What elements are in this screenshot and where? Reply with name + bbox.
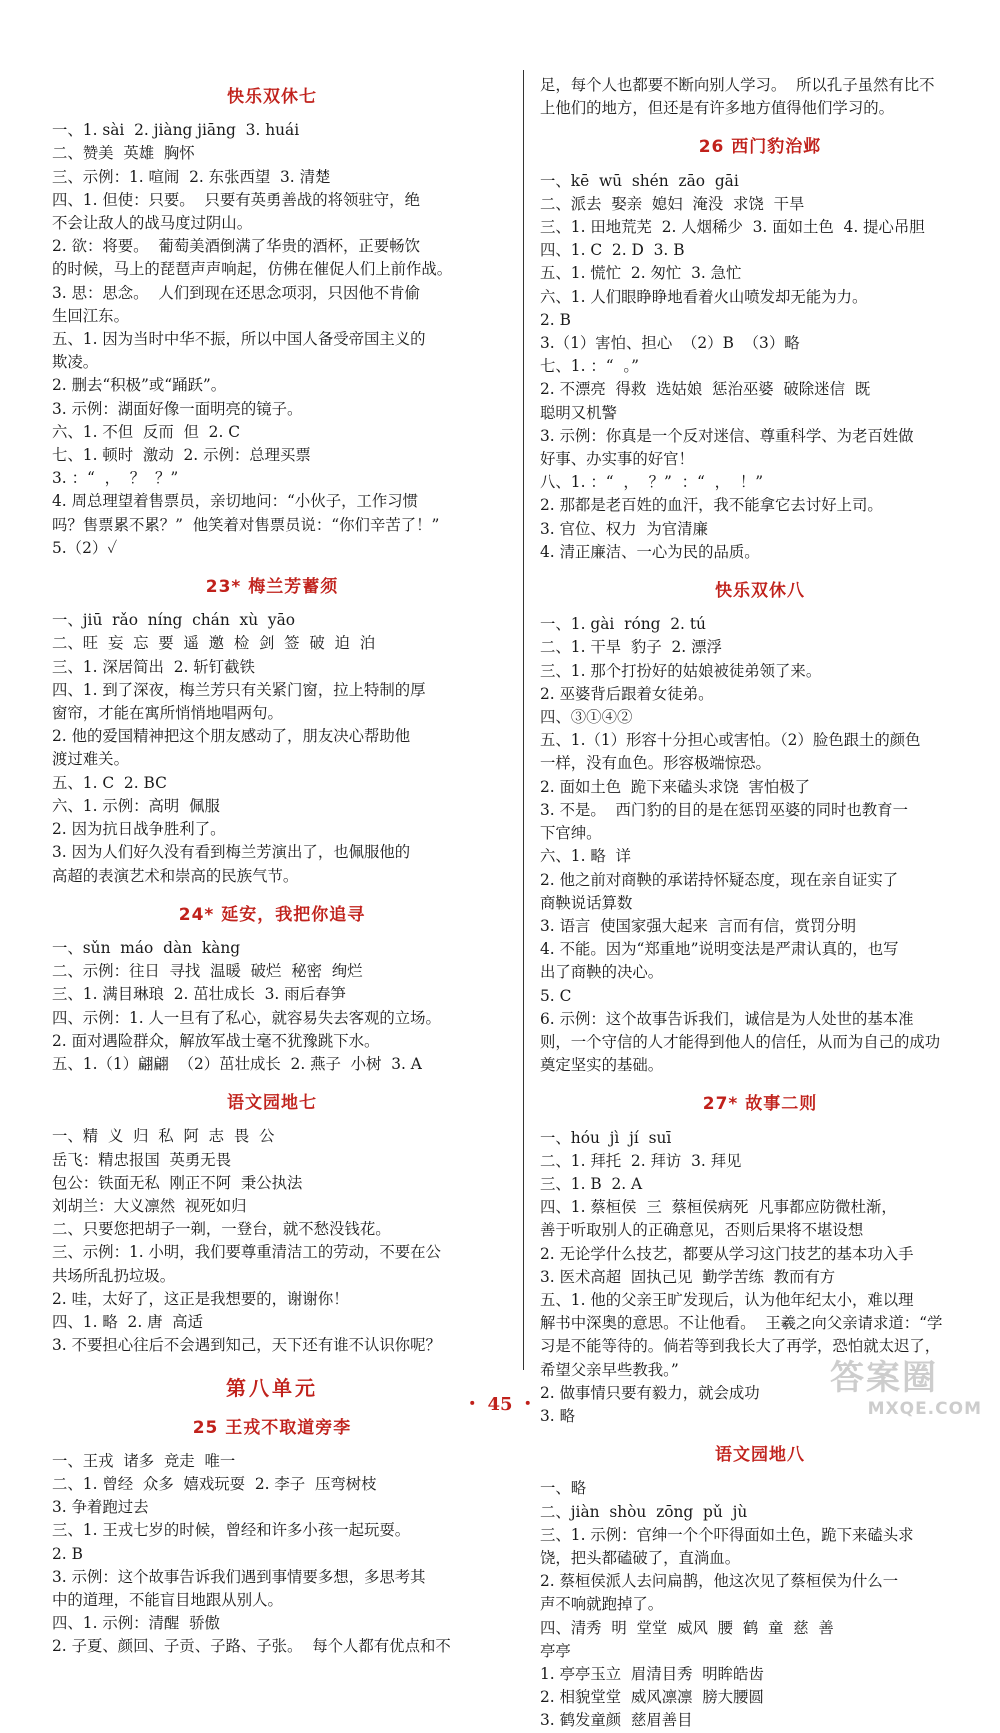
answer-line: 好事、办实事的好官！ <box>540 450 694 469</box>
watermark-logo-text: 答案圈 <box>830 1358 938 1398</box>
answer-line: 二、只要您把胡子一剃，一登台，就不愁没钱花。 <box>52 1220 391 1239</box>
section-title: 27* 故事二则 <box>702 1094 818 1115</box>
answer-line: 一、hóu jì jí suī <box>540 1128 672 1147</box>
answer-line: 奠定坚实的基础。 <box>540 1056 664 1075</box>
answer-line: 一、略 <box>540 1479 587 1498</box>
answer-line: 欺凌。 <box>52 353 99 372</box>
answer-line: 2. 删去“积极”或“踊跃”。 <box>52 376 227 395</box>
answer-line: 三、1. B 2. A <box>540 1174 643 1193</box>
answer-line: 一、sǔn máo dàn kàng <box>52 938 241 957</box>
answer-line: 2. B <box>52 1544 83 1563</box>
answer-line: 一、kē wū shén zāo gāi <box>540 171 739 190</box>
answer-line: 四、示例：1. 人一旦有了私心，就容易失去客观的立场。 <box>52 1008 441 1027</box>
answer-line: 2. 他的爱国精神把这个朋友感动了，朋友决心帮助他 <box>52 727 411 746</box>
answer-section <box>540 580 980 1077</box>
section-title: 24* 延安，我把你追寻 <box>178 904 366 925</box>
answer-line: 3. 示例：这个故事告诉我们遇到事情要多想，多思考其 <box>52 1567 426 1586</box>
section-title: 快乐双休七 <box>227 87 317 107</box>
answer-line: 五、1. 慌忙 2. 匆忙 3. 急忙 <box>540 264 742 283</box>
answer-line: 二、赞美 英雄 胸怀 <box>52 144 195 163</box>
answer-line: 2. 面对遇险群众，解放军战士毫不犹豫跳下水。 <box>52 1031 380 1050</box>
answer-line: 五、1. 因为当时中华不振，所以中国人备受帝国主义的 <box>52 330 426 349</box>
answer-line: 中的道理，不能盲目地跟从别人。 <box>52 1590 283 1609</box>
answer-line: 六、1. 略 详 <box>540 847 631 866</box>
answer-section <box>52 1417 492 1659</box>
answer-line: 三、1. 那个打扮好的姑娘被徒弟领了来。 <box>540 661 822 680</box>
answer-line: 七、1. 顿时 激动 2. 示例：总理买票 <box>52 446 311 465</box>
answer-line: 2. 面如土色 跪下来磕头求饶 害怕极了 <box>540 777 811 796</box>
unit-title: 第八单元 <box>226 1376 318 1401</box>
answer-line: 饶，把头都磕破了，直淌血。 <box>540 1548 741 1567</box>
answer-line: 4. 清正廉洁、一心为民的品质。 <box>540 542 760 561</box>
answer-line: 二、1. 干旱 豹子 2. 漂浮 <box>540 638 722 657</box>
answer-line: 2. 不漂亮 得救 选姑娘 惩治巫婆 破除迷信 既 <box>540 380 871 399</box>
answer-line: 五、1. 他的父亲王旷发现后，认为他年纪太小，难以理 <box>540 1290 914 1309</box>
section-title: 23* 梅兰芳蓄须 <box>205 577 339 598</box>
answer-line: 六、1. 不但 反而 但 2. C <box>52 422 241 441</box>
answer-line: 3. 官位、权力 为官清廉 <box>540 519 708 538</box>
answer-line: 3.（1）害怕、担心 （2）B （3）略 <box>540 334 800 353</box>
answer-line: 的时候，马上的琵琶声声响起，仿佛在催促人们上前作战。 <box>52 260 453 279</box>
answer-line: 商鞅说话算数 <box>540 893 633 912</box>
answer-line: 3. 略 <box>540 1406 575 1425</box>
answer-line: 八、1. ：“ ， ？” ：“ ， ！” <box>540 473 764 492</box>
answer-line: 六、1. 人们眼睁睁地看着火山喷发却无能为力。 <box>540 287 868 306</box>
answer-line: 2. 他之前对商鞅的承诺持怀疑态度，现在亲自证实了 <box>540 870 899 889</box>
answer-line: 四、1. 示例：清醒 骄傲 <box>52 1614 220 1633</box>
answer-line: 一、jiū rǎo níng chán xù yāo <box>52 611 296 630</box>
answer-line: 二、1. 曾经 众多 嬉戏玩耍 2. 李子 压弯树枝 <box>52 1474 377 1493</box>
answer-line: 则，一个守信的人才能得到他人的信任，从而为自己的成功 <box>540 1032 941 1051</box>
answer-line: 2. 那都是老百姓的血汗，我不能拿它去讨好上司。 <box>540 496 883 515</box>
answer-section <box>52 576 492 888</box>
answer-line: 不会让敌人的战马度过阴山。 <box>52 214 253 233</box>
answer-line: 三、1. 深居简出 2. 斩钉截铁 <box>52 657 255 676</box>
answer-line: 3. 语言 使国家强大起来 言而有信，赏罚分明 <box>540 916 857 935</box>
answer-line: 二、派去 娶亲 媳妇 淹没 求饶 干旱 <box>540 194 805 213</box>
answer-line: 岳飞：精忠报国 英勇无畏 <box>52 1150 232 1169</box>
right-column <box>540 74 980 1733</box>
answer-line: 吗？售票累不累？” 他笑着对售票员说：“你们辛苦了！” <box>52 515 440 534</box>
answer-line: 上他们的地方，但还是有许多地方值得他们学习的。 <box>540 99 894 118</box>
page-number: ・ 45 ・ <box>463 1394 537 1415</box>
answer-line: 希望父亲早些教我。” <box>540 1360 679 1379</box>
answer-line: 一样，没有血色。形容极端惊恐。 <box>540 754 771 773</box>
watermark-logo <box>830 1350 982 1419</box>
answer-line: 四、1. C 2. D 3. B <box>540 241 685 260</box>
section-title: 语文园地八 <box>715 1445 805 1466</box>
watermark-url: MXQE.COM <box>867 1399 982 1419</box>
answer-line: 二、旺 妄 忘 要 遥 邀 检 剑 签 破 迫 泊 <box>52 634 376 653</box>
answer-line: 三、1. 王戎七岁的时候，曾经和许多小孩一起玩耍。 <box>52 1521 411 1540</box>
answer-line: 1. 亭亭玉立 眉清目秀 明眸皓齿 <box>540 1665 764 1683</box>
answer-line: 3. 医术高超 固执己见 勤学苦练 教而有方 <box>540 1267 836 1286</box>
answer-line: 3. 不要担心往后不会遇到知己，天下还有谁不认识你呢？ <box>52 1336 441 1355</box>
answer-line: 五、1.（1）形容十分担心或害怕。（2）脸色跟土的颜色 <box>540 731 921 750</box>
answer-line: 四、清秀 明 堂堂 威风 腰 鹤 童 慈 善 <box>540 1618 834 1637</box>
answer-section <box>540 136 980 564</box>
answer-line: 2. 因为抗日战争胜利了。 <box>52 820 226 839</box>
answer-line: 4. 不能。因为“郑重地”说明变法是严肃认真的，也写 <box>540 940 899 959</box>
answer-section <box>540 1444 980 1732</box>
section-title: 26 西门豹治邺 <box>698 137 822 158</box>
answer-line: 亭亭 <box>540 1641 571 1660</box>
answer-line: 窗帘，才能在寓所悄悄地唱两句。 <box>52 704 283 723</box>
answer-section <box>540 74 980 120</box>
answer-line: 四、1. 但使：只要。 只要有英勇善战的将领驻守，绝 <box>52 190 420 209</box>
answer-line: 6. 示例：这个故事告诉我们，诚信是为人处世的基本准 <box>540 1009 914 1028</box>
answer-line: 二、示例：往日 寻找 温暖 破烂 秘密 绚烂 <box>52 962 363 981</box>
answer-line: 2. 子夏、颜回、子贡、子路、子张。 每个人都有优点和不 <box>52 1637 451 1656</box>
answer-line: 三、示例：1. 喧闹 2. 东张西望 3. 清楚 <box>52 167 331 186</box>
answer-line: 2. 做事情只要有毅力，就会成功 <box>540 1383 760 1402</box>
answer-section <box>52 1092 492 1357</box>
answer-line: 四、1. 到了深夜，梅兰芳只有关紧门窗，拉上特制的厚 <box>52 680 426 699</box>
left-column <box>52 70 492 1659</box>
answer-section <box>52 86 492 560</box>
answer-line: 4. 周总理望着售票员，亲切地问：“小伙子，工作习惯 <box>52 492 419 511</box>
answer-line: 2. 蔡桓侯派人去问扁鹊，他这次见了蔡桓侯为什么一 <box>540 1572 899 1591</box>
answer-line: 包公：铁面无私 刚正不阿 秉公执法 <box>52 1173 303 1192</box>
answer-line: 习是不能等待的。倘若等到我长大了再学，恐怕就太迟了， <box>540 1337 941 1356</box>
answer-line: 声不响就跑掉了。 <box>540 1595 664 1614</box>
answer-line: 五、1. C 2. BC <box>52 773 167 792</box>
answer-line: 五、1.（1）翩翩 （2）茁壮成长 2. 燕子 小树 3. A <box>52 1054 422 1073</box>
answer-section <box>52 904 492 1076</box>
answer-line: 聪明又机警 <box>540 403 617 422</box>
answer-line: 刘胡兰：大义凛然 视死如归 <box>52 1196 247 1215</box>
answer-line: 2. B <box>540 310 571 329</box>
answer-line: 3. 示例：湖面好像一面明亮的镜子。 <box>52 399 303 418</box>
answer-line: 一、1. gài róng 2. tú <box>540 615 706 634</box>
answer-line: 三、示例：1. 小明，我们要尊重清洁工的劳动，不要在公 <box>52 1243 441 1262</box>
answer-line: 3. 因为人们好久没有看到梅兰芳演出了，也佩服他的 <box>52 843 411 862</box>
column-divider <box>523 70 524 1370</box>
answer-line: 二、1. 拜托 2. 拜访 3. 拜见 <box>540 1151 742 1170</box>
answer-line: 一、1. sài 2. jiàng jiāng 3. huái <box>52 121 300 140</box>
section-title: 25 王戎不取道旁李 <box>192 1417 352 1438</box>
answer-line: 七、1. ：“ 。” <box>540 357 639 376</box>
answer-line: 出了商鞅的决心。 <box>540 963 664 982</box>
answer-line: 解书中深奥的意思。不让他看。 王羲之向父亲请求道：“学 <box>540 1314 943 1333</box>
answer-line: 2. 相貌堂堂 威风凛凛 膀大腰圆 <box>540 1688 764 1707</box>
answer-line: 2. 巫婆背后跟着女徒弟。 <box>540 684 714 703</box>
answer-line: 二、jiàn shòu zōng pǔ jù <box>540 1502 748 1521</box>
answer-line: 高超的表演艺术和崇高的民族气节。 <box>52 866 299 885</box>
answer-line: 足，每个人也都要不断向别人学习。 所以孔子虽然有比不 <box>540 76 935 94</box>
answer-line: 共场所乱扔垃圾。 <box>52 1266 176 1285</box>
answer-line: 5.（2）✓ <box>52 538 118 557</box>
answer-line: 一、精 义 归 私 阿 志 畏 公 <box>52 1127 275 1146</box>
answer-line: 3. 不是。 西门豹的目的是在惩罚巫婆的同时也教育一 <box>540 800 908 819</box>
answer-line: 三、1. 满目琳琅 2. 茁壮成长 3. 雨后春笋 <box>52 985 346 1004</box>
answer-line: 四、1. 蔡桓侯 三 蔡桓侯病死 凡事都应防微杜渐， <box>540 1198 897 1217</box>
answer-line: 3. 争着跑过去 <box>52 1498 149 1517</box>
answer-line: 四、③①④② <box>540 708 633 727</box>
answer-line: 3. 示例：你真是一个反对迷信、尊重科学、为老百姓做 <box>540 426 914 445</box>
answer-line: 下官绅。 <box>540 824 602 843</box>
answer-line: 渡过难关。 <box>52 750 129 769</box>
answer-line: 3. 思：思念。 人们到现在还思念项羽，只因他不肯偷 <box>52 283 420 302</box>
answer-line: 六、1. 示例：高明 佩服 <box>52 796 220 815</box>
answer-line: 2. 无论学什么技艺，都要从学习这门技艺的基本功入手 <box>540 1244 914 1263</box>
section-title: 快乐双休八 <box>715 581 805 602</box>
answer-line: 5. C <box>540 986 572 1005</box>
answer-line: 3. ：“ ， ？ ？” <box>52 469 179 488</box>
answer-line: 2. 欲：将要。 葡萄美酒倒满了华贵的酒杯，正要畅饮 <box>52 237 420 256</box>
answer-line: 善于听取别人的正确意见，否则后果将不堪设想 <box>540 1221 864 1240</box>
answer-line: 三、1. 示例：官绅一个个吓得面如土色，跪下来磕头求 <box>540 1525 914 1544</box>
answer-line: 三、1. 田地荒芜 2. 人烟稀少 3. 面如土色 4. 提心吊胆 <box>540 218 925 237</box>
section-title: 语文园地七 <box>227 1093 317 1114</box>
answer-line: 生回江东。 <box>52 306 129 325</box>
answer-line: 3. 鹤发童颜 慈眉善目 <box>540 1711 693 1730</box>
answer-line: 四、1. 略 2. 唐 高适 <box>52 1312 204 1331</box>
answer-line: 2. 哇，太好了，这正是我想要的，谢谢你！ <box>52 1289 349 1308</box>
answer-line: 一、王戎 诸多 竞走 唯一 <box>52 1451 236 1470</box>
